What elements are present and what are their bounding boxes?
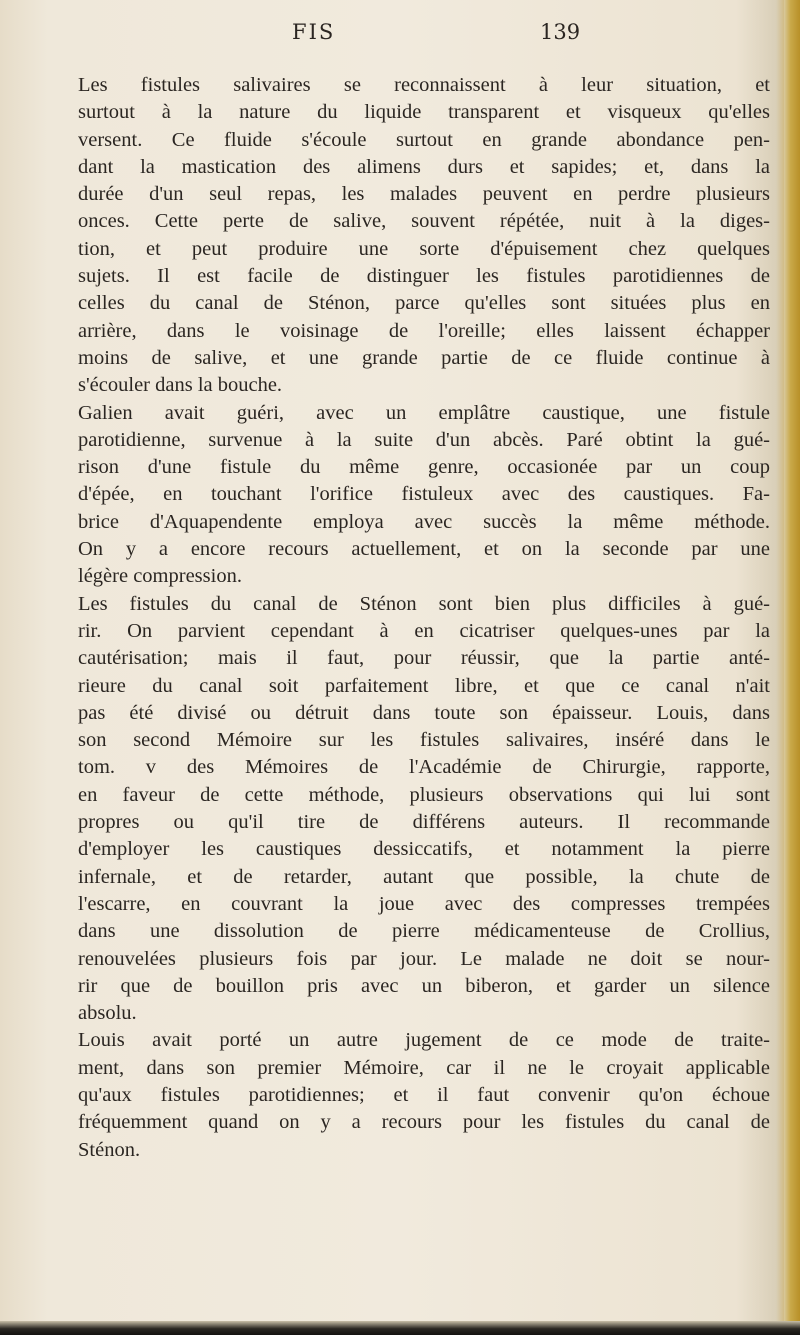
paragraph-4 xyxy=(56,1027,770,1163)
text-line: d'épée, en touchant l'orifice fistuleux avec des caustiques. Fa- xyxy=(78,483,770,506)
text-line: dant la mastication des alimens durs et sapides; et, dans la xyxy=(78,155,770,178)
paragraph-3 xyxy=(56,591,770,1028)
text-line: brice d'Aquapendente employa avec succès la même méthode. xyxy=(78,510,770,533)
text-line: absolu. xyxy=(78,1002,137,1025)
text-line: qu'aux fistules parotidiennes; et il faut convenir qu'on échoue xyxy=(78,1083,770,1106)
text-line: tom. v des Mémoires de l'Académie de Chirurgie, rapporte, xyxy=(78,756,770,779)
text-line: tion, et peut produire une sorte d'épuisement chez quelques xyxy=(78,237,770,260)
text-line: propres ou qu'il tire de différens auteurs. Il recommande xyxy=(78,811,770,834)
text-line: rison d'une fistule du même genre, occasionée par un coup xyxy=(78,456,770,479)
text-line: s'écouler dans la bouche. xyxy=(78,374,283,397)
text-line: fréquemment quand on y a recours pour les fistules du canal de xyxy=(78,1111,770,1134)
text-line: parotidienne, survenue à la suite d'un abcès. Paré obtint la gué- xyxy=(78,428,770,451)
page-right-edge xyxy=(784,0,800,1335)
text-line: l'escarre, en couvrant la joue avec des compresses trempées xyxy=(78,892,770,915)
text-line: celles du canal de Sténon, parce qu'elles sont situées plus en xyxy=(78,292,770,315)
text-line: rir que de bouillon pris avec un biberon, et garder un silence xyxy=(78,974,770,997)
page-number: 139 xyxy=(540,20,581,44)
text-line: en faveur de cette méthode, plusieurs observations qui lui sont xyxy=(78,783,770,806)
text-line: ment, dans son premier Mémoire, car il ne le croyait applicable xyxy=(78,1056,770,1079)
text-line: versent. Ce fluide s'écoule surtout en grande abondance pen- xyxy=(78,128,770,151)
text-line: dans une dissolution de pierre médicamenteuse de Crollius, xyxy=(78,920,770,943)
text-line: sujets. Il est facile de distinguer les fistules parotidiennes de xyxy=(78,265,770,288)
text-line: légère compression. xyxy=(78,565,242,588)
text-line: Sténon. xyxy=(78,1138,141,1161)
paragraph-2 xyxy=(56,400,770,591)
paragraph-1 xyxy=(56,72,770,400)
body-text xyxy=(56,72,770,1164)
text-line: infernale, et de retarder, autant que possible, la chute de xyxy=(78,865,770,888)
text-line: Galien avait guéri, avec un emplâtre caustique, une fistule xyxy=(78,401,770,424)
text-line: Louis avait porté un autre jugement de ce mode de traite- xyxy=(78,1029,770,1052)
text-line: Les fistules salivaires se reconnaissent à leur situation, et xyxy=(78,74,770,96)
text-line: arrière, dans le voisinage de l'oreille; elles laissent échapper xyxy=(78,319,770,342)
text-line: On y a encore recours actuellement, et on la seconde par une xyxy=(78,538,770,561)
page-header xyxy=(0,12,800,48)
text-line: d'employer les caustiques dessiccatifs, et notamment la pierre xyxy=(78,838,770,861)
text-line: rieure du canal soit parfaitement libre, et que ce canal n'ait xyxy=(78,674,770,697)
text-line: moins de salive, et une grande partie de ce fluide continue à xyxy=(78,346,770,369)
text-line: surtout à la nature du liquide transparent et visqueux qu'elles xyxy=(78,101,770,124)
text-line: pas été divisé ou détruit dans toute son épaisseur. Louis, dans xyxy=(78,701,770,724)
running-title: FIS xyxy=(292,20,336,44)
text-line: Les fistules du canal de Sténon sont bien plus difficiles à gué- xyxy=(78,592,770,615)
text-line: rir. On parvient cependant à en cicatriser quelques-unes par la xyxy=(78,619,770,642)
text-line: onces. Cette perte de salive, souvent répétée, nuit à la diges- xyxy=(78,210,770,233)
page-bottom-edge xyxy=(0,1321,800,1335)
text-line: son second Mémoire sur les fistules salivaires, inséré dans le xyxy=(78,729,770,752)
text-line: cautérisation; mais il faut, pour réussir, que la partie anté- xyxy=(78,647,770,670)
text-line: durée d'un seul repas, les malades peuvent en perdre plusieurs xyxy=(78,183,770,206)
text-line: renouvelées plusieurs fois par jour. Le malade ne doit se nour- xyxy=(78,947,770,970)
